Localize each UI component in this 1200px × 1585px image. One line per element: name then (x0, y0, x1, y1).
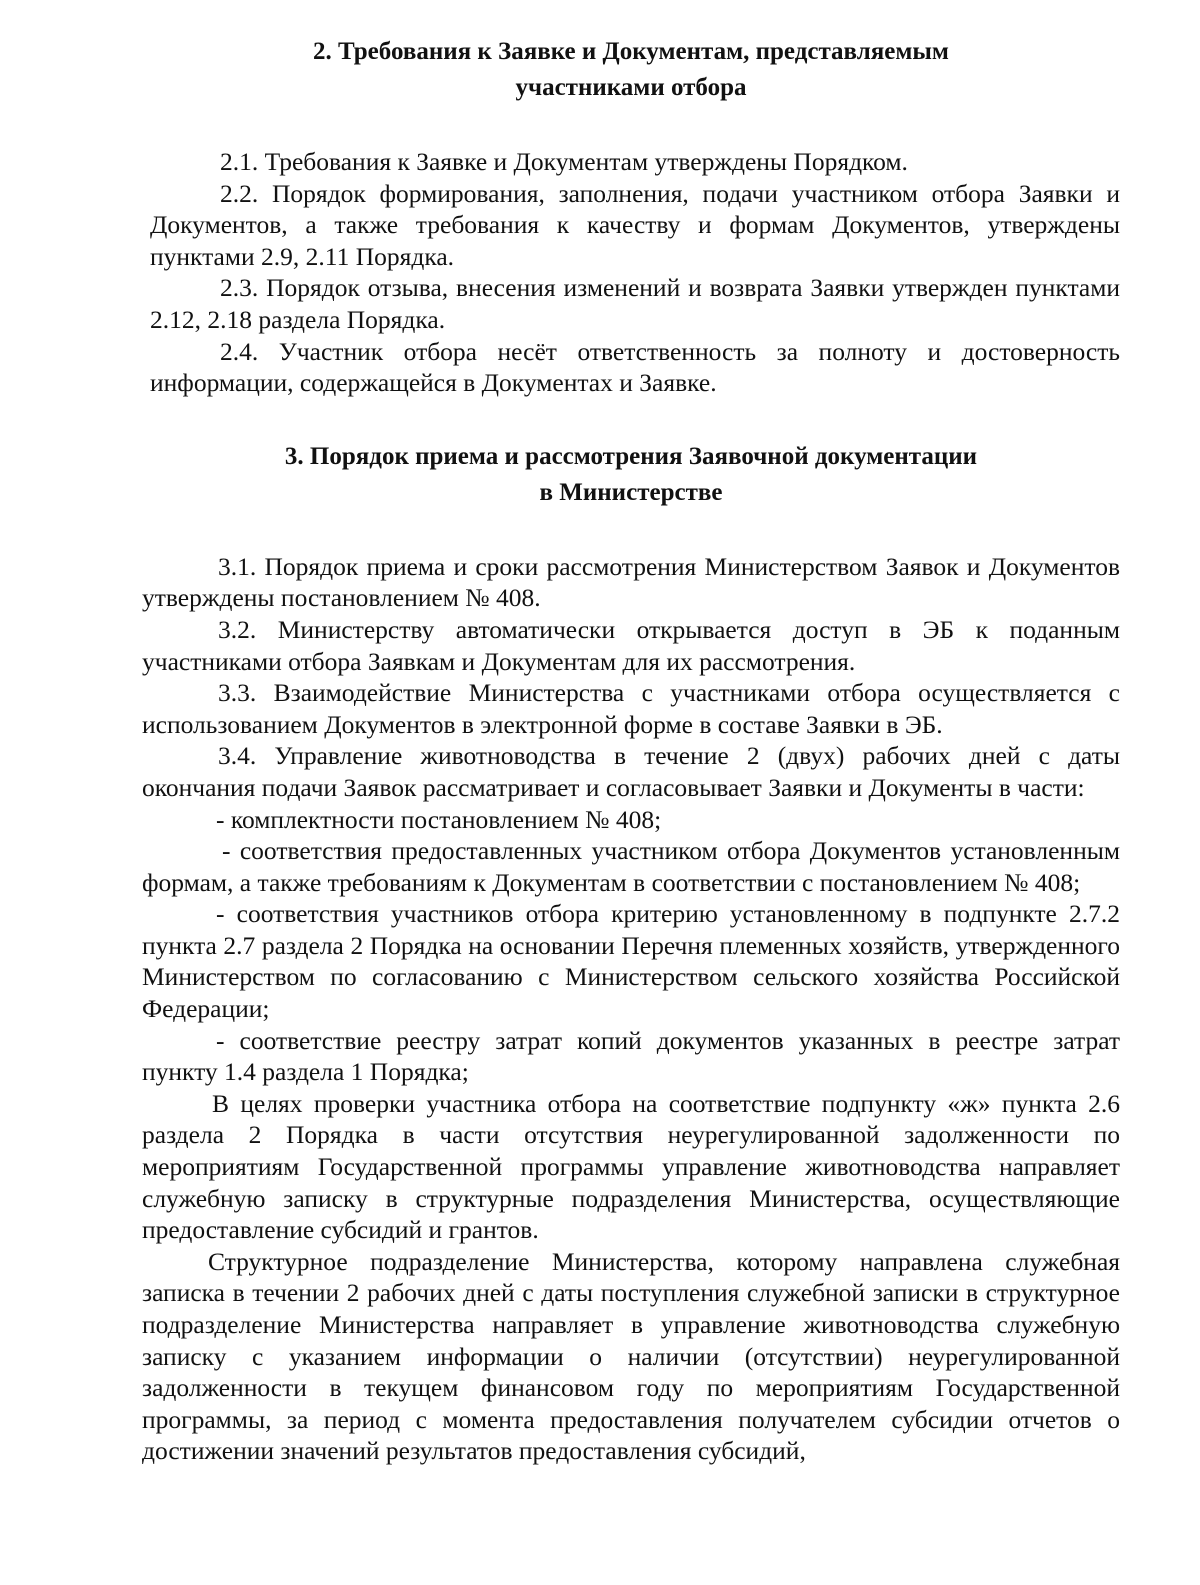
paragraph-2-3: 2.3. Порядок отзыва, внесения изменений и возврата Заявки утвержден пунктами 2.12, 2.18 раздела Порядка. (150, 273, 1120, 334)
list-item-form-compliance: - соответствия предоставленных участником отбора Документов установленным формам, а также требованиям к Документам в соответствии с постановлением № 408; (142, 836, 1120, 897)
section-2-heading (142, 34, 1120, 106)
paragraph-3-3: 3.3. Взаимодействие Министерства с участниками отбора осуществляется с использованием Документов в электронной форме в составе Заявки в ЭБ. (142, 678, 1120, 739)
section-3-heading-line-2: в Министерстве (539, 478, 723, 506)
paragraph-structural-unit: Структурное подразделение Министерства, которому направлена служебная записка в течении 2 рабочих дней с даты поступления служебной записки в структурное подразделение Министерства направляет в управление животноводства служебную записку с указанием информации о наличии (отсутствии) неурегулированной задолженности в текущем финансовом году по мероприятиям Государственной программы, за период с момента предоставления получателем субсидии отчетов о достижении значений результатов предоставления субсидий, (142, 1246, 1120, 1466)
section-2-heading-line-2: участниками отбора (515, 74, 747, 101)
paragraph-2-2: 2.2. Порядок формирования, заполнения, подачи участником отбора Заявки и Документов, а также требования к качеству и формам Документов, утверждены пунктами 2.9, 2.11 Порядка. (150, 178, 1120, 271)
section-2-body (142, 146, 1120, 399)
list-item-cost-register: - соответствие реестру затрат копий документов указанных в реестре затрат пункту 1.4 раздела 1 Порядка; (142, 1025, 1120, 1087)
list-item-completeness: - комплектности постановлением № 408; (216, 804, 662, 834)
section-3-body (142, 551, 1120, 1467)
paragraph-3-1: 3.1. Порядок приема и сроки рассмотрения Министерством Заявок и Документов утверждены постановлением № 408. (142, 551, 1120, 613)
section-2-heading-line-1: 2. Требования к Заявке и Документам, представляемым (313, 38, 949, 65)
paragraph-3-2: 3.2. Министерству автоматически открывается доступ в ЭБ к поданным участниками отбора Заявкам и Документам для их рассмотрения. (142, 614, 1120, 676)
paragraph-2-1: 2.1. Требования к Заявке и Документам утверждены Порядком. (220, 147, 908, 176)
section-3-heading-line-1: 3. Порядок приема и рассмотрения Заявочной документации (284, 442, 978, 470)
paragraph-debt-check: В целях проверки участника отбора на соответствие подпункту «ж» пункта 2.6 раздела 2 Порядка в части отсутствия неурегулированной задолженности по мероприятиям Государственной программы управление животноводства направляет служебную записку в структурные подразделения Министерства, осуществляющие предоставление субсидий и грантов. (142, 1088, 1120, 1245)
paragraph-2-4: 2.4. Участник отбора несёт ответственность за полноту и достоверность информации, содержащейся в Документах и Заявке. (150, 336, 1120, 398)
list-item-criteria-compliance: - соответствия участников отбора критерию установленному в подпункте 2.7.2 пункта 2.7 раздела 2 Порядка на основании Перечня племенных хозяйств, утвержденного Министерством по согласованию с Министерством сельского хозяйства Российской Федерации; (142, 899, 1120, 1024)
section-3-heading (142, 439, 1120, 511)
paragraph-3-4: 3.4. Управление животноводства в течение 2 (двух) рабочих дней с даты окончания подачи Заявок рассматривает и согласовывает Заявки и Документы в части: (142, 741, 1120, 802)
